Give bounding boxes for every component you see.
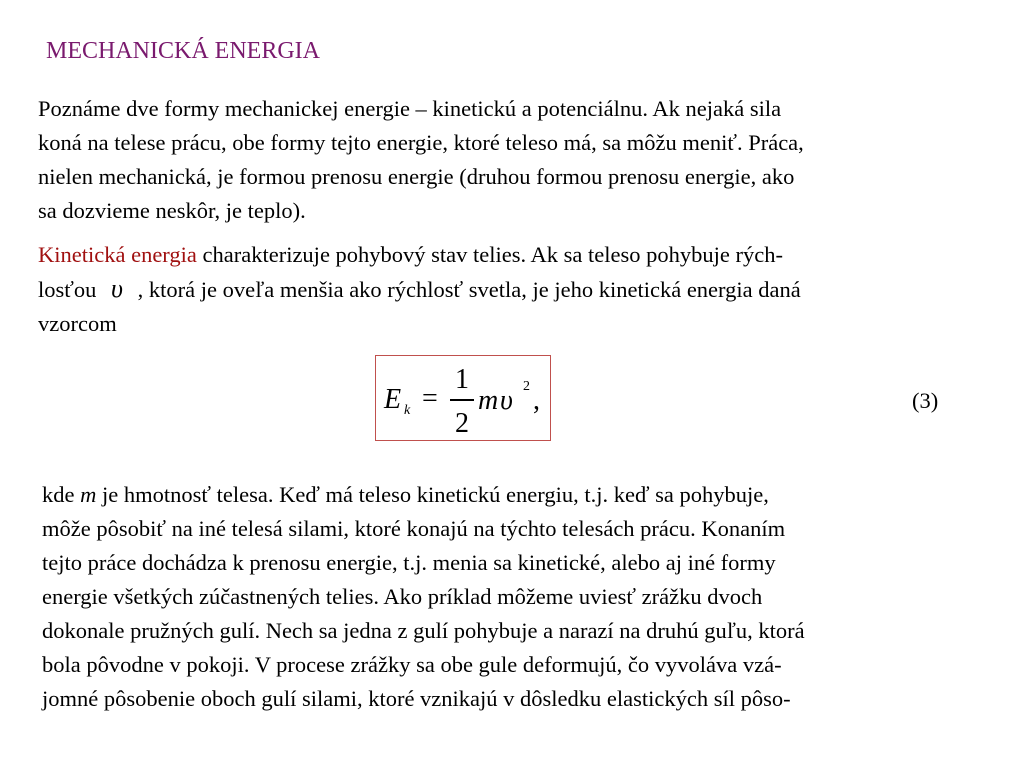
text-line: nielen mechanická, je formou prenosu energie (druhou formou prenosu energie, ako	[38, 164, 795, 189]
text-line: bola pôvodne v pokoji. V procese zrážky sa obe gule deformujú, čo vyvoláva vzá-	[42, 652, 782, 677]
formula-velocity: υ	[500, 385, 513, 416]
text-line: koná na telese prácu, obe formy tejto energie, ktoré teleso má, sa môžu meniť. Práca,	[38, 130, 804, 155]
text-line	[38, 238, 1013, 272]
text-line: vzorcom	[38, 311, 117, 336]
collision-paragraph	[42, 478, 1017, 716]
equation-number: (3)	[912, 388, 939, 413]
text-line: môže pôsobiť na iné telesá silami, ktoré konajú na týchto telesách prácu. Konaním	[42, 516, 786, 541]
text-line	[42, 478, 1017, 512]
formula-exponent: 2	[523, 379, 530, 394]
mass-symbol: m	[80, 482, 97, 507]
text-line: Poznáme dve formy mechanickej energie – kinetickú a potenciálnu. Ak nejaká sila	[38, 96, 782, 121]
formula-mass: m	[478, 385, 499, 416]
kinetic-energy-formula	[375, 355, 551, 441]
page-title: MECHANICKÁ ENERGIA	[46, 38, 320, 64]
formula-denominator: 2	[455, 408, 469, 439]
formula-numerator: 1	[455, 364, 469, 395]
text-line: jomné pôsobenie oboch gulí silami, ktoré vznikajú v dôsledku elastických síl pôso-	[42, 686, 791, 711]
text-line: energie všetkých zúčastnených telies. Ako príklad môžeme uviesť zrážku dvoch	[42, 584, 763, 609]
text-line: sa dozvieme neskôr, je teplo).	[38, 198, 306, 223]
text-fragment: charakterizuje pohybový stav telies. Ak sa teleso pohybuje rých-	[196, 242, 783, 267]
formula-energy-symbol: E	[384, 384, 402, 415]
text-fragment: je hmotnosť telesa. Keď má teleso kinetickú energiu, t.j. keď sa pohybuje,	[96, 482, 769, 507]
formula-equals: =	[422, 383, 438, 414]
text-fragment: kde	[42, 482, 81, 507]
fraction-bar	[450, 399, 474, 401]
formula-comma: ,	[533, 385, 540, 416]
text-line	[38, 272, 1013, 307]
intro-paragraph	[38, 92, 1013, 228]
text-line: dokonale pružných gulí. Nech sa jedna z gulí pohybuje a narazí na druhú guľu, ktorá	[42, 618, 805, 643]
formula-subscript: k	[404, 403, 411, 418]
text-fragment: losťou	[38, 277, 102, 302]
kinetic-energy-paragraph	[38, 238, 1013, 341]
velocity-symbol: υ	[111, 274, 123, 303]
kinetic-energy-term: Kinetická energia	[38, 242, 197, 267]
text-line: tejto práce dochádza k prenosu energie, t.j. menia sa kinetické, alebo aj iné formy	[42, 550, 776, 575]
text-fragment: , ktorá je oveľa menšia ako rýchlosť svetla, je jeho kinetická energia daná	[132, 277, 801, 302]
